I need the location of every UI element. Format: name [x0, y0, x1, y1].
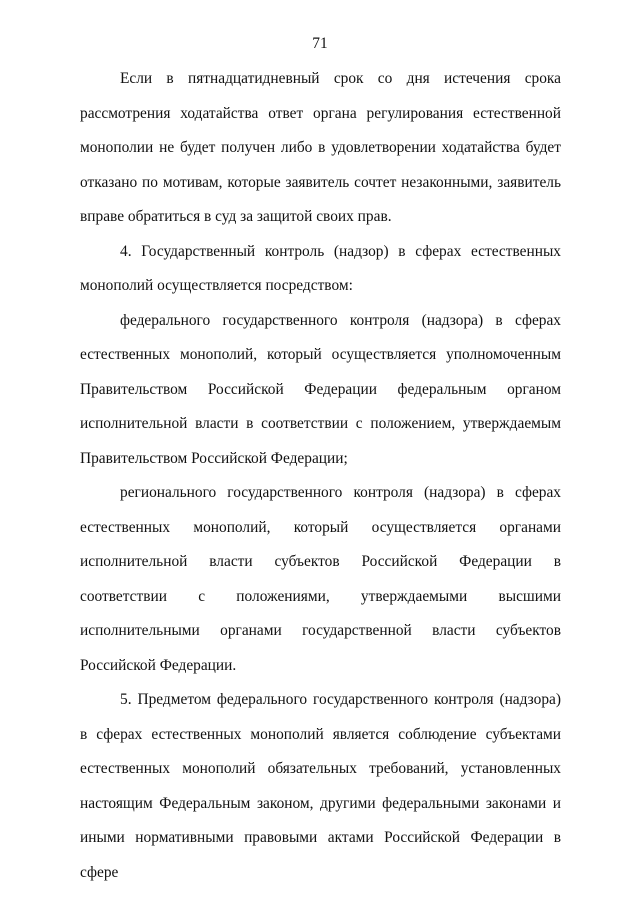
- paragraph-court-appeal: Если в пятнадцатидневный срок со дня истечения срока рассмотрения ходатайства ответ органа регулирования естественной монополии не будет получен либо в удовлетворении ходатайства будет отказано по мотивам, которые заявитель сочтет незаконными, заявитель вправе обратиться в суд за защитой своих прав.: [80, 70, 561, 225]
- paragraph-regional-control: регионального государственного контроля (надзора) в сферах естественных монополий, который осуществляется органами исполнительной власти субъектов Российской Федерации в соответствии с положениями, утверждаемыми высшими исполнительными органами государственной власти субъектов Российской Федерации.: [80, 484, 561, 674]
- paragraph-subject-of-control: 5. Предметом федерального государственного контроля (надзора) в сферах естественных монополий является соблюдение субъектами естественных монополий обязательных требований, установленных настоящим Федеральным законом, другими федеральными законами и иными нормативными правовыми актами Российской Федерации в сфере: [80, 691, 561, 881]
- paragraph-state-control: 4. Государственный контроль (надзор) в сферах естественных монополий осуществляется посредством:: [80, 242, 561, 294]
- page-number: 71: [312, 35, 328, 52]
- document-body: [80, 62, 561, 890]
- paragraph-federal-control: федерального государственного контроля (надзора) в сферах естественных монополий, который осуществляется уполномоченным Правительством Российской Федерации федеральным органом исполнительной власти в соответствии с положением, утверждаемым Правительством Российской Федерации;: [80, 311, 561, 467]
